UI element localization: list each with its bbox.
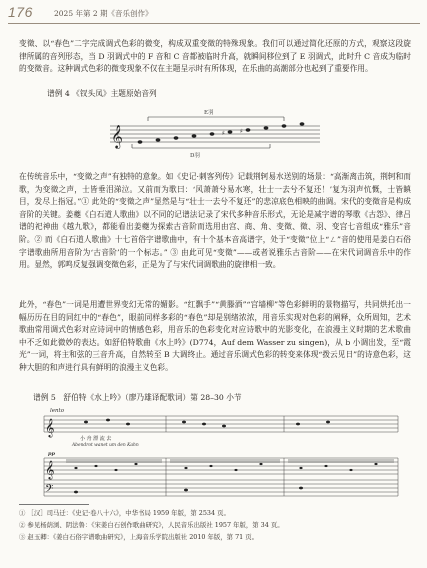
scale-diagram — [110, 104, 320, 162]
figure-4-caption: 谱例 4 《钗头凤》主题原始音列 — [47, 89, 157, 98]
voice-clef-icon: 𝄞 — [45, 418, 55, 437]
staff-lines — [110, 126, 320, 142]
paragraph-intro: 变徵、以“春色”二字完成调式色彩的微变，构成双重变徵的特殊现象。我们可以通过简化还原的方式，观察这段旋律所属的音列形态，当 D 羽调式中的 F 音和 C 音都被临时升高，就瞬间移位到了 E 羽调式，此时升 C 音成为临时的变徵音。这种调式色彩的微变现象不仅在主题呈示时有所体现，在乐曲的高潮部分也起到了重要作用。 — [19, 39, 411, 74]
paragraph-bianzhi: 在传统音乐中，“变徵之声”有独特的意象。如《史记·刺客列传》记载荆轲易水送别的场景：“高渐离击筑，荆轲和而歌，为变徵之声，士皆垂泪涕泣。又前而为歌曰：‘风萧萧兮易水寒，壮士一去兮不复还！’复为羽声忼慨，士皆瞋目，发尽上指冠。”① 此处的“变徵之声”显然是与“壮士一去兮不复还”的悲凉底色相映的曲调。宋代的变徵音是构成音阶的关键。姜夔《白石道人歌曲》以不同的记谱法记录了宋代多种音乐形式，无论是减字谱的琴歌《古怨》、律吕谱的祀神曲《越九歌》，都能看出姜夔为探索古音阶而选用由宫、商、角、变徵、徵、羽、变宫七音组成“雅乐”音阶。② 而《白石道人歌曲》十七首俗字谱歌曲中，有十个基本音高谱字，处于“变徵”位上“ㄥ”音的使用是姜白石俗字谱歌曲所用音阶为‘古音阶’的一个标志。” ③ 由此可见“变徵”——或者说雅乐古音阶——在宋代词调音乐中的作用。显然，郭鸣反复强调变徵色彩，正是为了与宋代词调歌曲的旋律相一致。 — [19, 172, 411, 270]
header-rule — [8, 23, 420, 24]
figure-4-scale — [110, 104, 320, 162]
scale-notes — [138, 122, 305, 143]
lyrics-cn: 小 舟 漂 流 去 — [80, 436, 112, 442]
footnote-2: ② 参见杨荫浏、阴法鲁：《宋姜白石创作歌曲研究》，人民音乐出版社 1957 年版，第 34 页。 — [19, 521, 284, 529]
svg-text:♯: ♯ — [240, 128, 243, 135]
treble-clef-icon: 𝄞 — [111, 124, 123, 148]
paragraph-spring-color: 此外，“春色”一词是用遭世界变幻无常的媚影。“红飘手”“黄滕酒”“宫墙柳”等色彩鲜明的景物描写，共同烘托出一幅历历在目的同红中的“春色”，眼前同样多彩的“春色”却是别绪浓浓，用音乐实现对色彩的阐释，众所周知，艺术歌曲常用调式色彩对应诗词中的情感色彩，用音乐的色彩变化对应诗歌中的光影变化，在浪漫主义时期的艺术歌曲中不乏如此微妙的表达。如舒伯特歌曲《水上吟》(D774，Auf dem Wasser zu singen)，从 b 小调出发，至“霞光”一词，将主和弦的三音升高，自然转至 B 大调终止。通过音乐调式色彩的转变来体现“拨云见日”的诗意色彩，这种大胆的和声进行具有鲜明的浪漫主义色彩。 — [19, 300, 411, 372]
journal-title: 2025 年第 2 期《音乐创作》 — [54, 9, 153, 18]
page-header — [8, 4, 427, 24]
score-excerpt — [36, 406, 402, 502]
figure-5-score — [36, 406, 402, 502]
footnote-3: ③ 赵玉卿：《姜白石俗字谱歌曲研究》，上海音乐学院出版社 2010 年版，第 71 页。 — [19, 533, 259, 541]
piano-treble-clef-icon: 𝄞 — [45, 460, 55, 479]
svg-text:♯: ♯ — [222, 130, 225, 137]
footnote-1: ① ［汉］司马迁：《史记·卷八十六》，中华书局 1959 年版，第 2534 页。 — [19, 509, 230, 517]
footnote-rule — [19, 504, 89, 505]
figure-5-caption: 谱例 5 舒伯特《水上吟》（廖乃雄译配歌词）第 28–30 小节 — [33, 393, 242, 402]
page-number: 176 — [8, 4, 33, 20]
tempo-mark: lento — [50, 408, 65, 414]
scale-label-e: E羽 — [204, 110, 214, 116]
dynamic-mark: pp — [48, 451, 55, 457]
scale-label-d: D羽 — [190, 153, 200, 159]
piano-bass-clef-icon: 𝄢 — [45, 483, 54, 498]
lyrics-de: Abendrot wanet um den Kahn — [72, 443, 139, 448]
